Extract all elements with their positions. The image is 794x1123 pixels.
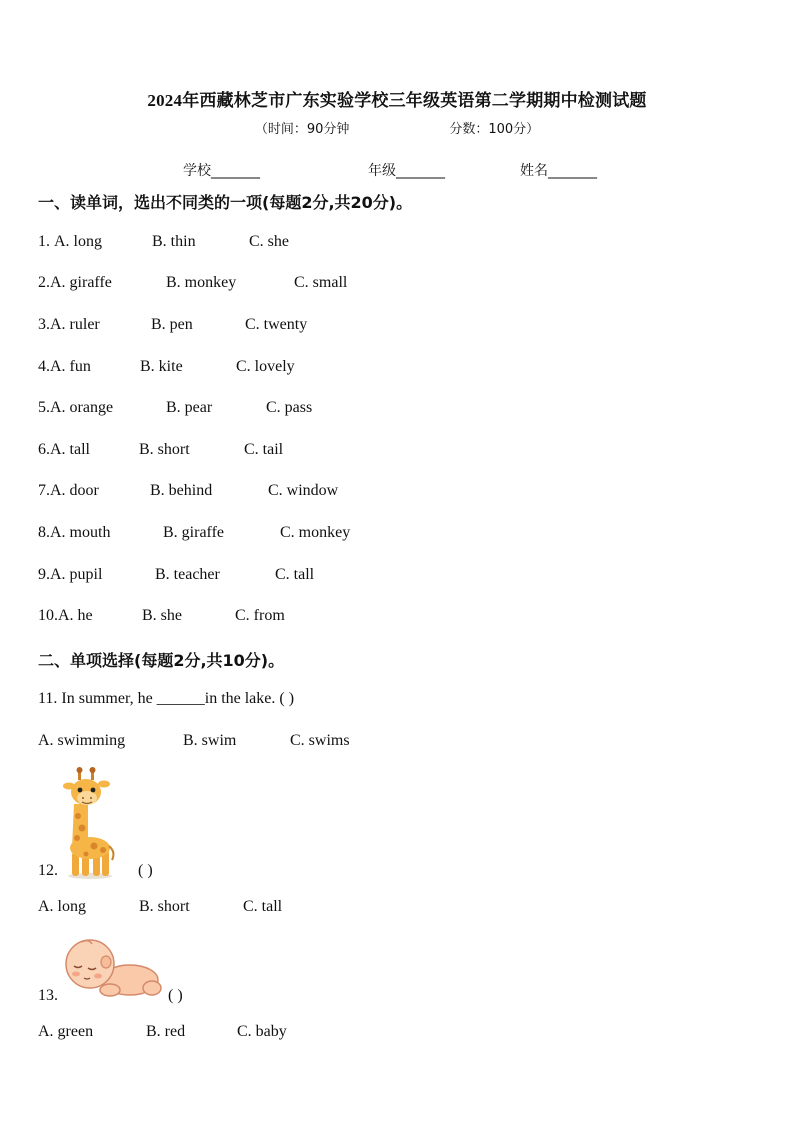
question-1: 1. A. long B. thin C. she: [38, 233, 289, 250]
option-c: C. she: [249, 233, 289, 250]
option-a: A. mouth: [50, 524, 111, 541]
option-a: A. orange: [50, 399, 114, 416]
option-b: B. swim: [183, 732, 237, 749]
question-5: 5.A. orange B. pear C. pass: [38, 399, 313, 416]
question-2: 2.A. giraffe B. monkey C. small: [38, 274, 348, 291]
question-13: 13. ( ): [38, 987, 183, 1004]
option-c: C. small: [294, 274, 348, 291]
question-4: 4.A. fun B. kite C. lovely: [38, 358, 295, 375]
answer-blank: ( ): [138, 862, 153, 879]
option-c: C. tail: [244, 441, 284, 458]
option-a: A. pupil: [50, 566, 103, 583]
option-b: B. pear: [166, 399, 213, 416]
option-b: B. giraffe: [163, 524, 225, 541]
grade-field: 年级_______: [368, 163, 445, 179]
option-c: C. pass: [266, 399, 313, 416]
option-b: B. pen: [151, 316, 193, 333]
question-12-options: [38, 898, 282, 916]
question-7: 7.A. door B. behind C. window: [38, 482, 339, 499]
question-13-options: [38, 1023, 287, 1041]
option-a: A. green: [38, 1023, 94, 1040]
section-1-heading: 一、读单词，选出不同类的一项(每题2分,共20分)。: [38, 193, 413, 212]
answer-blank: ( ): [168, 987, 183, 1004]
question-11-options: [38, 732, 350, 750]
option-b: B. behind: [150, 482, 213, 499]
exam-subtitle: [0, 118, 794, 137]
option-c: C. swims: [290, 732, 350, 749]
option-b: B. monkey: [166, 274, 237, 291]
exam-title: 2024年西藏林芝市广东实验学校三年级英语第二学期期中检测试题: [147, 91, 647, 110]
option-b: B. short: [139, 898, 190, 915]
option-c: C. tall: [243, 898, 283, 915]
question-11: 11. In summer, he ______in the lake. ( ): [38, 690, 295, 707]
option-a: A. long: [54, 233, 102, 250]
option-a: A. he: [58, 607, 93, 624]
question-12: 12. ( ): [38, 862, 153, 879]
option-a: A. swimming: [38, 732, 126, 749]
section-2-heading: 二、单项选择(每题2分,共10分)。: [38, 651, 285, 670]
school-field: 学校_______: [183, 163, 260, 179]
option-a: A. tall: [50, 441, 90, 458]
option-b: B. short: [139, 441, 190, 458]
option-a: A. fun: [50, 358, 91, 375]
option-b: B. thin: [152, 233, 196, 250]
option-c: C. tall: [275, 566, 315, 583]
option-a: A. door: [50, 482, 99, 499]
option-a: A. long: [38, 898, 86, 915]
total-score: 分数：100分）: [449, 122, 540, 137]
option-b: B. kite: [140, 358, 183, 375]
option-b: B. red: [146, 1023, 186, 1040]
time-limit: （时间：90分钟: [254, 122, 350, 137]
option-b: B. teacher: [155, 566, 220, 583]
question-3: 3.A. ruler B. pen C. twenty: [38, 316, 308, 333]
option-a: A. giraffe: [50, 274, 112, 291]
question-10: 10.A. he B. she C. from: [38, 607, 285, 624]
option-c: C. baby: [237, 1023, 287, 1040]
name-field: 姓名_______: [520, 163, 597, 179]
option-b: B. she: [142, 607, 182, 624]
option-a: A. ruler: [50, 316, 100, 333]
option-c: C. lovely: [236, 358, 295, 375]
question-6: 6.A. tall B. short C. tail: [38, 441, 284, 458]
option-c: C. monkey: [280, 524, 351, 541]
question-9: 9.A. pupil B. teacher C. tall: [38, 566, 315, 583]
option-c: C. window: [268, 482, 339, 499]
option-c: C. from: [235, 607, 285, 624]
question-8: 8.A. mouth B. giraffe C. monkey: [38, 524, 351, 541]
option-c: C. twenty: [245, 316, 308, 333]
